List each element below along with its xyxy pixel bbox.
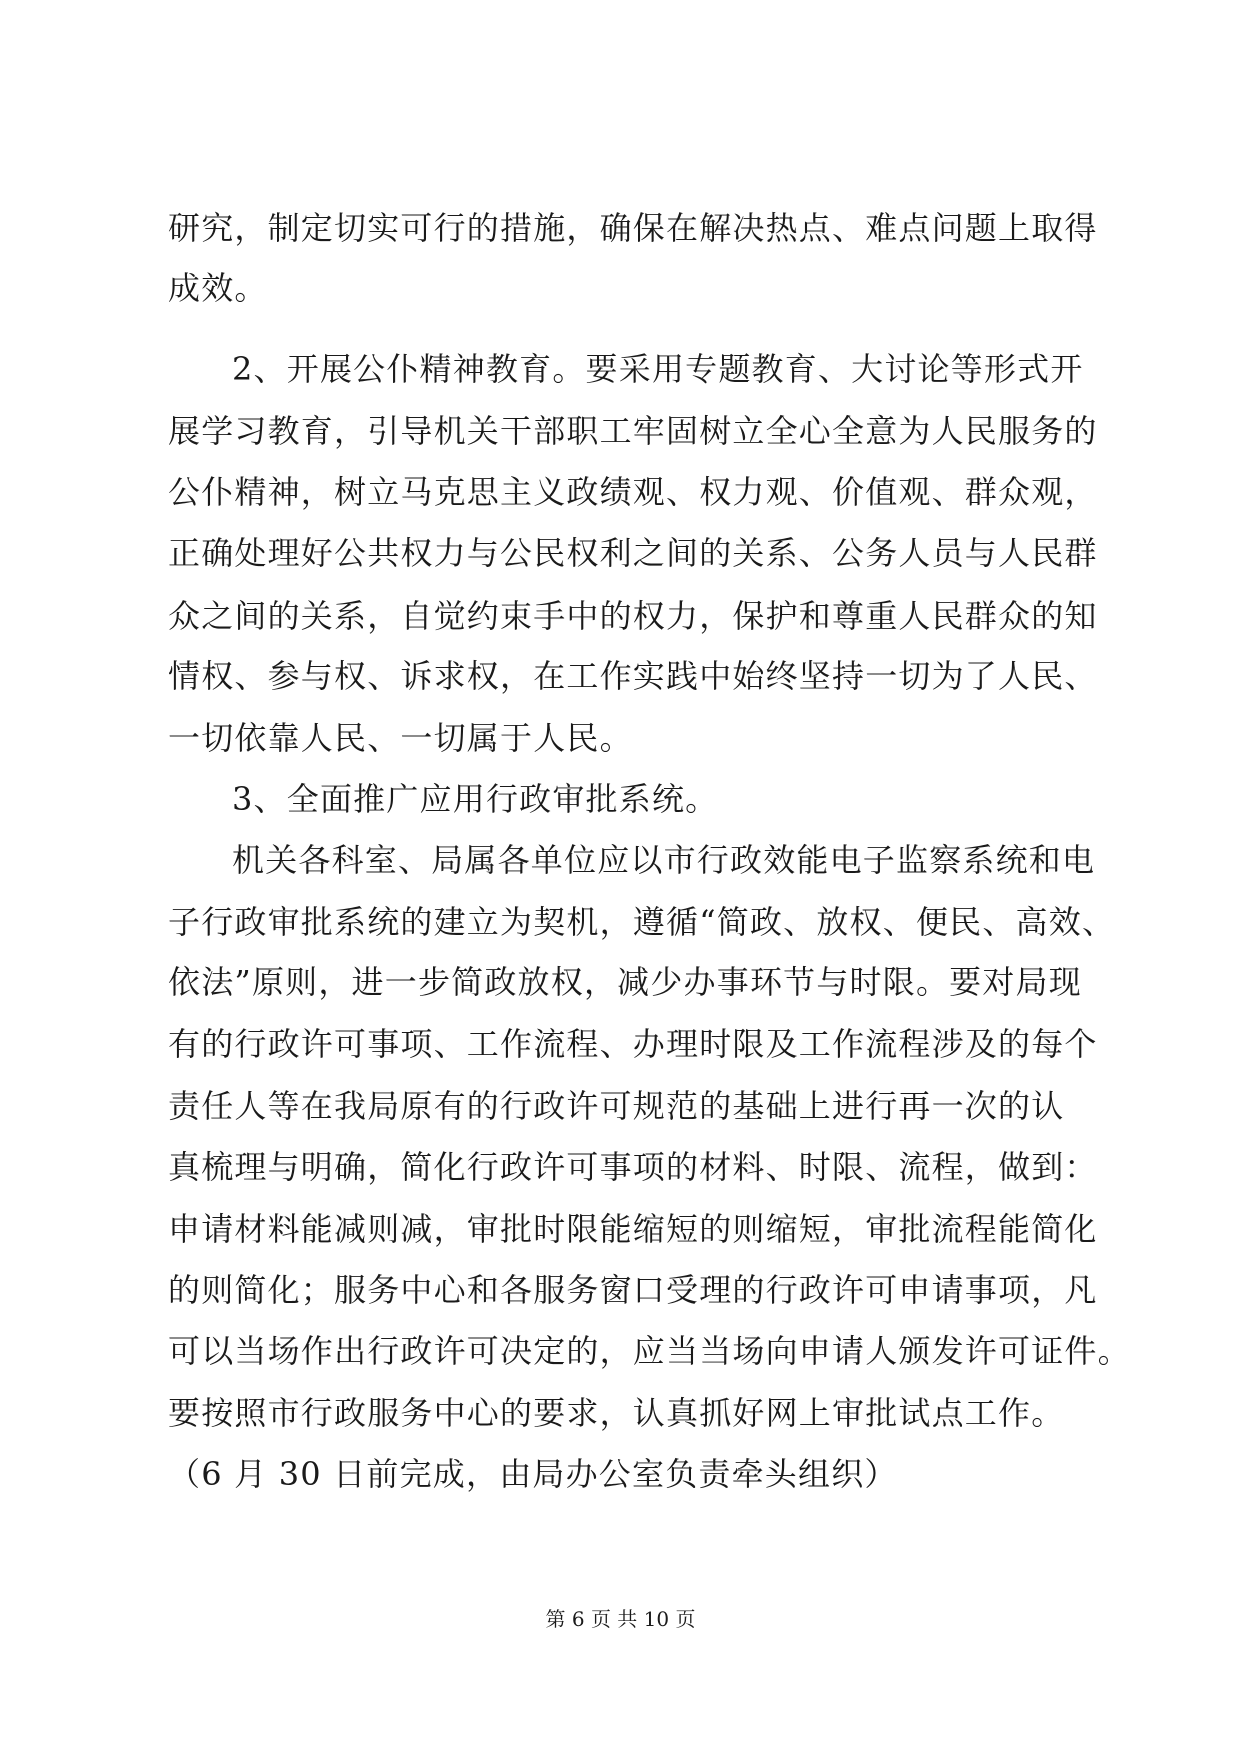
- paragraph-line: 情权、参与权、诉求权，在工作实践中始终坚持一切为了人民、: [168, 657, 1098, 695]
- section-heading-line: 3、全面推广应用行政审批系统。: [232, 780, 719, 818]
- paragraph-line: 可以当场作出行政许可决定的，应当当场向申请人颁发许可证件。: [168, 1332, 1131, 1370]
- paragraph-line: 众之间的关系，自觉约束手中的权力，保护和尊重人民群众的知: [168, 597, 1098, 635]
- paragraph-line: 责任人等在我局原有的行政许可规范的基础上进行再一次的认: [168, 1087, 1065, 1125]
- paragraph-line: （6 月 30 日前完成，由局办公室负责牵头组织）: [168, 1455, 898, 1493]
- paragraph-line: 真梳理与明确，简化行政许可事项的材料、时限、流程，做到：: [168, 1148, 1098, 1186]
- paragraph-line: 申请材料能减则减，审批时限能缩短的则缩短，审批流程能简化: [168, 1210, 1098, 1248]
- paragraph-line: 的则简化；服务中心和各服务窗口受理的行政许可申请事项，凡: [168, 1271, 1098, 1309]
- paragraph-line: 一切依靠人民、一切属于人民。: [168, 719, 633, 757]
- paragraph-line: 研究，制定切实可行的措施，确保在解决热点、难点问题上取得: [168, 209, 1098, 247]
- paragraph-line: 有的行政许可事项、工作流程、办理时限及工作流程涉及的每个: [168, 1025, 1098, 1063]
- paragraph-line: 公仆精神，树立马克思主义政绩观、权力观、价值观、群众观，: [168, 473, 1098, 511]
- paragraph-line: 正确处理好公共权力与公民权利之间的关系、公务人员与人民群: [168, 534, 1098, 572]
- page-number-footer: 第 6 页 共 10 页: [545, 1607, 696, 1631]
- paragraph-line: 展学习教育，引导机关干部职工牢固树立全心全意为人民服务的: [168, 412, 1098, 450]
- paragraph-line: 机关各科室、局属各单位应以市行政效能电子监察系统和电: [232, 841, 1096, 879]
- paragraph-line: 依法”原则，进一步简政放权，减少办事环节与时限。要对局现: [168, 963, 1082, 1001]
- section-heading-line: 2、开展公仆精神教育。要采用专题教育、大讨论等形式开: [232, 350, 1084, 388]
- paragraph-line: 子行政审批系统的建立为契机，遵循“简政、放权、便民、高效、: [168, 903, 1116, 941]
- paragraph-line: 成效。: [168, 269, 268, 307]
- paragraph-line: 要按照市行政服务中心的要求，认真抓好网上审批试点工作。: [168, 1394, 1065, 1432]
